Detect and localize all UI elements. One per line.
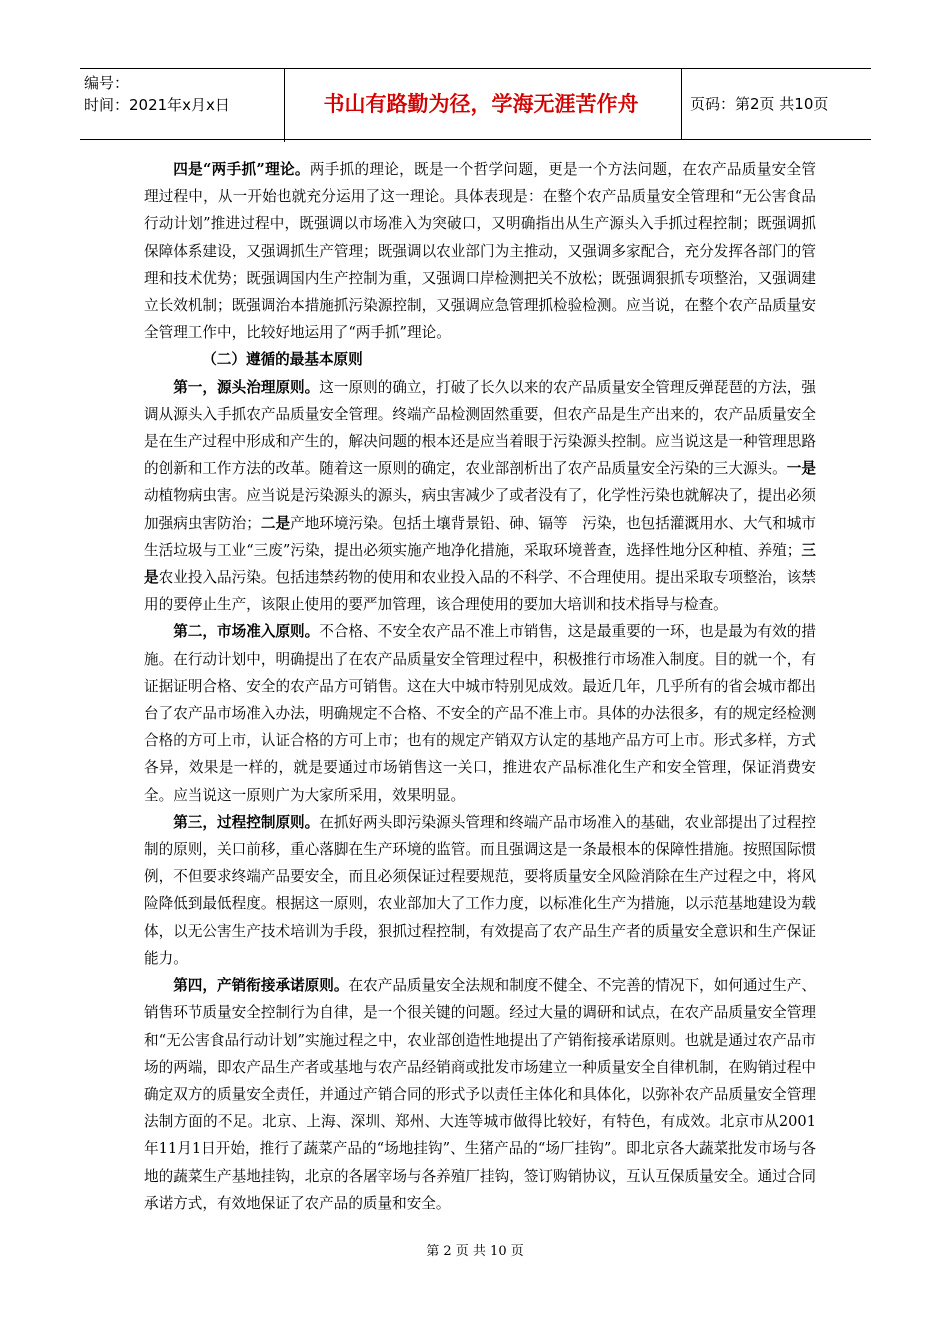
paragraph-lead: 四是“两手抓”理论。 <box>173 161 310 178</box>
number-label: 编号： <box>84 74 130 92</box>
paragraph-process-control: 第三，过程控制原则。在抓好两头即污染源头管理和终端产品市场准入的基础，农业部提出了过程控制的原则，关口前移，重心落脚在生产环境的监管。而且强调这是一条最根本的保障性措施。按照国际惯例，不但要求终端产品要安全，而且必须保证过程要规范，要将质量安全风险消除在生产过程之中，将风险降低到最低程度。根据这一原则，农业部加大了工作力度，以标准化生产为措施，以示范基地建设为载体，以无公害生产技术培训为手段，狠抓过程控制，有效提高了农产品生产者的质量安全意识和生产保证能力。 <box>144 813 816 967</box>
section-subheading: （二）遵循的最基本原则 <box>202 351 363 369</box>
paragraph-lead: 第一，源头治理原则。 <box>173 378 320 396</box>
paragraph-lead: 第四，产销衔接承诺原则。 <box>173 977 349 995</box>
paragraph-supply-commitment: 第四，产销衔接承诺原则。在农产品质量安全法规和制度不健全、不完善的情况下，如何通过生产、销售环节质量安全控制行为自律，是一个很关键的问题。经过大量的调研和试点，在农产品质量安全管理和“无公害食品行动计划”实施过程之中，农业部创造性地提出了产销衔接承诺原则。也就是通过农产品市场的两端，即农产品生产者或基地与农产品经销商或批发市场建立一种质量安全自律机制，在购销过程中确定双方的质量安全责任，并通过产销合同的形式予以责任主体化和具体化，以弥补农产品质量安全管理法制方面的不足。北京、上海、深圳、郑州、大连等城市做得比较好，有特色，有成效。北京市从2001年11月1日开始，推行了蔬菜产品的“场地挂钩”、生猪产品的“场厂挂钩”。即北京各大蔬菜批发市场与各地的蔬菜生产基地挂钩，北京的各屠宰场与各养殖厂挂钩，签订购销协议，互认互保质量安全。通过合同承诺方式，有效地保证了农产品的质量和安全。 <box>144 977 816 1212</box>
paragraph-source-control: 第一，源头治理原则。这一原则的确立，打破了长久以来的农产品质量安全管理反弹琵琶的方法，强调从源头入手抓农产品质量安全管理。终端产品检测固然重要，但农产品是生产出来的，农产品质量安全是在生产过程中形成和产生的，解决问题的根本还是应当着眼于污染源头控制。应当说这是一种管理思路的创新和工作方法的改革。随着这一原则的确定，农业部剖析出了农产品质量安全污染的三大源头。一是动植物病虫害。应当说是污染源头的源头，病虫害减少了或者没有了，化学性污染也就解决了，提出必须加强病虫害防治；二是产地环境污染。包括土壤背景铅、砷、镉等 污染，也包括灌溉用水、大气和城市生活垃圾与工业“三废”污染，提出必须实施产地净化措施，采取环境普查，选择性地分区种植、养殖；三是农业投入品污染。包括违禁药物的使用和农业投入品的不科学、不合理使用。提出采取专项整治，该禁用的要停止生产，该限止使用的要严加管理，该合理使用的要加大培训和技术指导与检查。 <box>144 378 816 614</box>
header-motto: 书山有路勤为径，学海无涯苦作舟 <box>281 69 682 139</box>
paragraph-lead: 第三，过程控制原则。 <box>173 813 320 831</box>
time-label: 时间：2021年x月x日 <box>84 96 230 114</box>
paragraph-two-hands: 四是“两手抓”理论。两手抓的理论，既是一个哲学问题，更是一个方法问题，在农产品质量安全管理过程中，从一开始也就充分运用了这一理论。具体表现是：在整个农产品质量安全管理和“无公害食品行动计划”推进过程中，既强调以市场准入为突破口，又明确指出从生产源头入手抓过程控制；既强调抓保障体系建设，又强调抓生产管理；既强调以农业部门为主推动，又强调多家配合，充分发挥各部门的管理和技术优势；既强调国内生产控制为重，又强调口岸检测把关不放松；既强调狠抓专项整治，又强调建立长效机制；既强调治本措施抓污染源控制，又强调应急管理抓检验检测。应当说，在整个农产品质量安全管理工作中，比较好地运用了“两手抓”理论。 <box>144 161 816 342</box>
document-body <box>144 156 816 1217</box>
header-table <box>80 68 871 140</box>
page-footer: 第 2 页 共 10 页 <box>426 1244 524 1259</box>
paragraph-market-access: 第二，市场准入原则。不合格、不安全农产品不准上市销售，这是最重要的一环，也是最为有效的措施。在行动计划中，明确提出了在农产品质量安全管理过程中，积极推行市场准入制度。目的就一个，有证据证明合格、安全的农产品方可销售。这在大中城市特别见成效。最近几年，几乎所有的省会城市都出台了农产品市场准入办法，明确规定不合格、不安全的产品不准上市。具体的办法很多，有的规定经检测合格的方可上市，认证合格的方可上市；也有的规定产销双方认定的基地产品方可上市。形式多样，方式各异，效果是一样的，就是要通过市场销售这一关口，推进农产品标准化生产和安全管理，保证消费安全。应当说这一原则广为大家所采用，效果明显。 <box>144 623 816 804</box>
header-page-label: 页码：第2页 共10页 <box>690 95 829 113</box>
header-meta-cell <box>80 69 285 142</box>
paragraph-lead: 第二，市场准入原则。 <box>173 623 320 641</box>
